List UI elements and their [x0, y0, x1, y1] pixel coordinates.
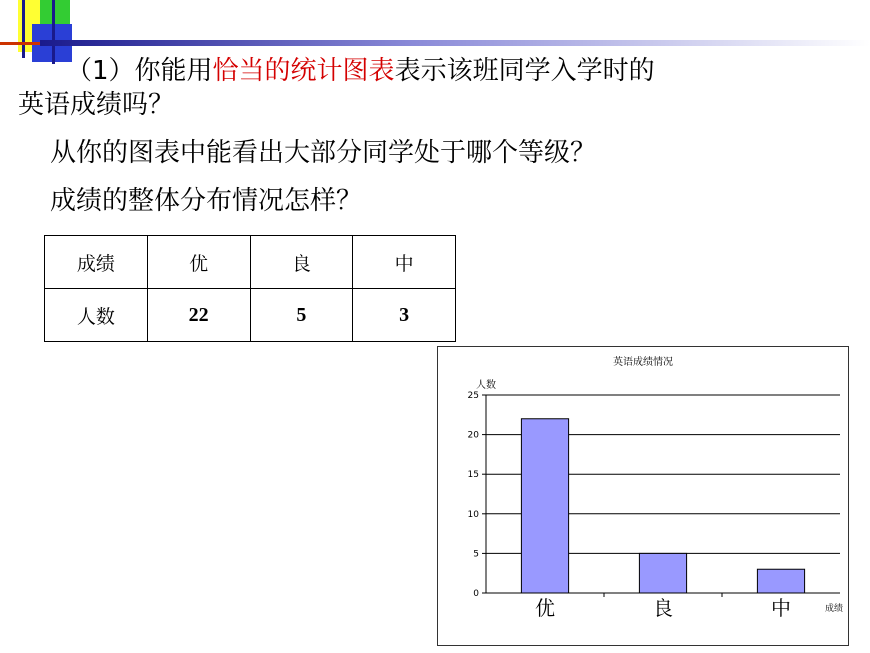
- bar-3: [757, 569, 804, 593]
- y-tick-label: 5: [473, 549, 479, 560]
- title-rule: [40, 40, 870, 46]
- y-tick-label: 15: [467, 470, 479, 481]
- bar-2: [639, 553, 686, 593]
- table-header-grade: 成绩: [45, 236, 148, 289]
- table-cell-count: 5: [250, 289, 353, 342]
- y-axis-label: 人数: [476, 380, 496, 391]
- table-header-count: 人数: [45, 289, 148, 342]
- question-1-suffix: 表示该班同学入学时的: [394, 56, 655, 86]
- question-1-line-1: [66, 54, 655, 88]
- corner-decoration-line: [52, 0, 55, 64]
- question-1-line-2: 英语成绩吗？: [18, 90, 175, 120]
- y-tick-label: 25: [467, 391, 479, 401]
- table-cell-count: 3: [353, 289, 456, 342]
- score-table: [44, 235, 456, 342]
- x-tick-label: 良: [653, 596, 673, 620]
- question-2: 从你的图表中能看出大部分同学处于哪个等级？: [50, 138, 597, 168]
- corner-decoration-accent: [0, 42, 40, 45]
- table-row: [45, 289, 456, 342]
- y-tick-label: 20: [467, 430, 479, 441]
- question-1-prefix: （1）你能用: [66, 56, 213, 86]
- table-row: [45, 236, 456, 289]
- table-cell-grade: 中: [353, 236, 456, 289]
- table-cell-count: 22: [147, 289, 250, 342]
- corner-decoration-line: [22, 0, 25, 58]
- y-tick-label: 10: [467, 509, 479, 520]
- x-tick-label: 优: [535, 596, 555, 620]
- question-1-highlight: 恰当的统计图表: [212, 56, 395, 86]
- bar-chart: [437, 346, 849, 646]
- chart-title: 英语成绩情况: [613, 357, 673, 368]
- x-axis-label: 成绩: [824, 604, 844, 614]
- x-tick-label: 中: [771, 596, 791, 620]
- table-cell-grade: 良: [250, 236, 353, 289]
- bar-1: [521, 419, 568, 593]
- corner-decoration-green: [40, 0, 70, 24]
- bar-chart-svg: [438, 347, 848, 645]
- table-cell-grade: 优: [147, 236, 250, 289]
- question-3: 成绩的整体分布情况怎样？: [50, 186, 363, 216]
- y-tick-label: 0: [473, 589, 479, 599]
